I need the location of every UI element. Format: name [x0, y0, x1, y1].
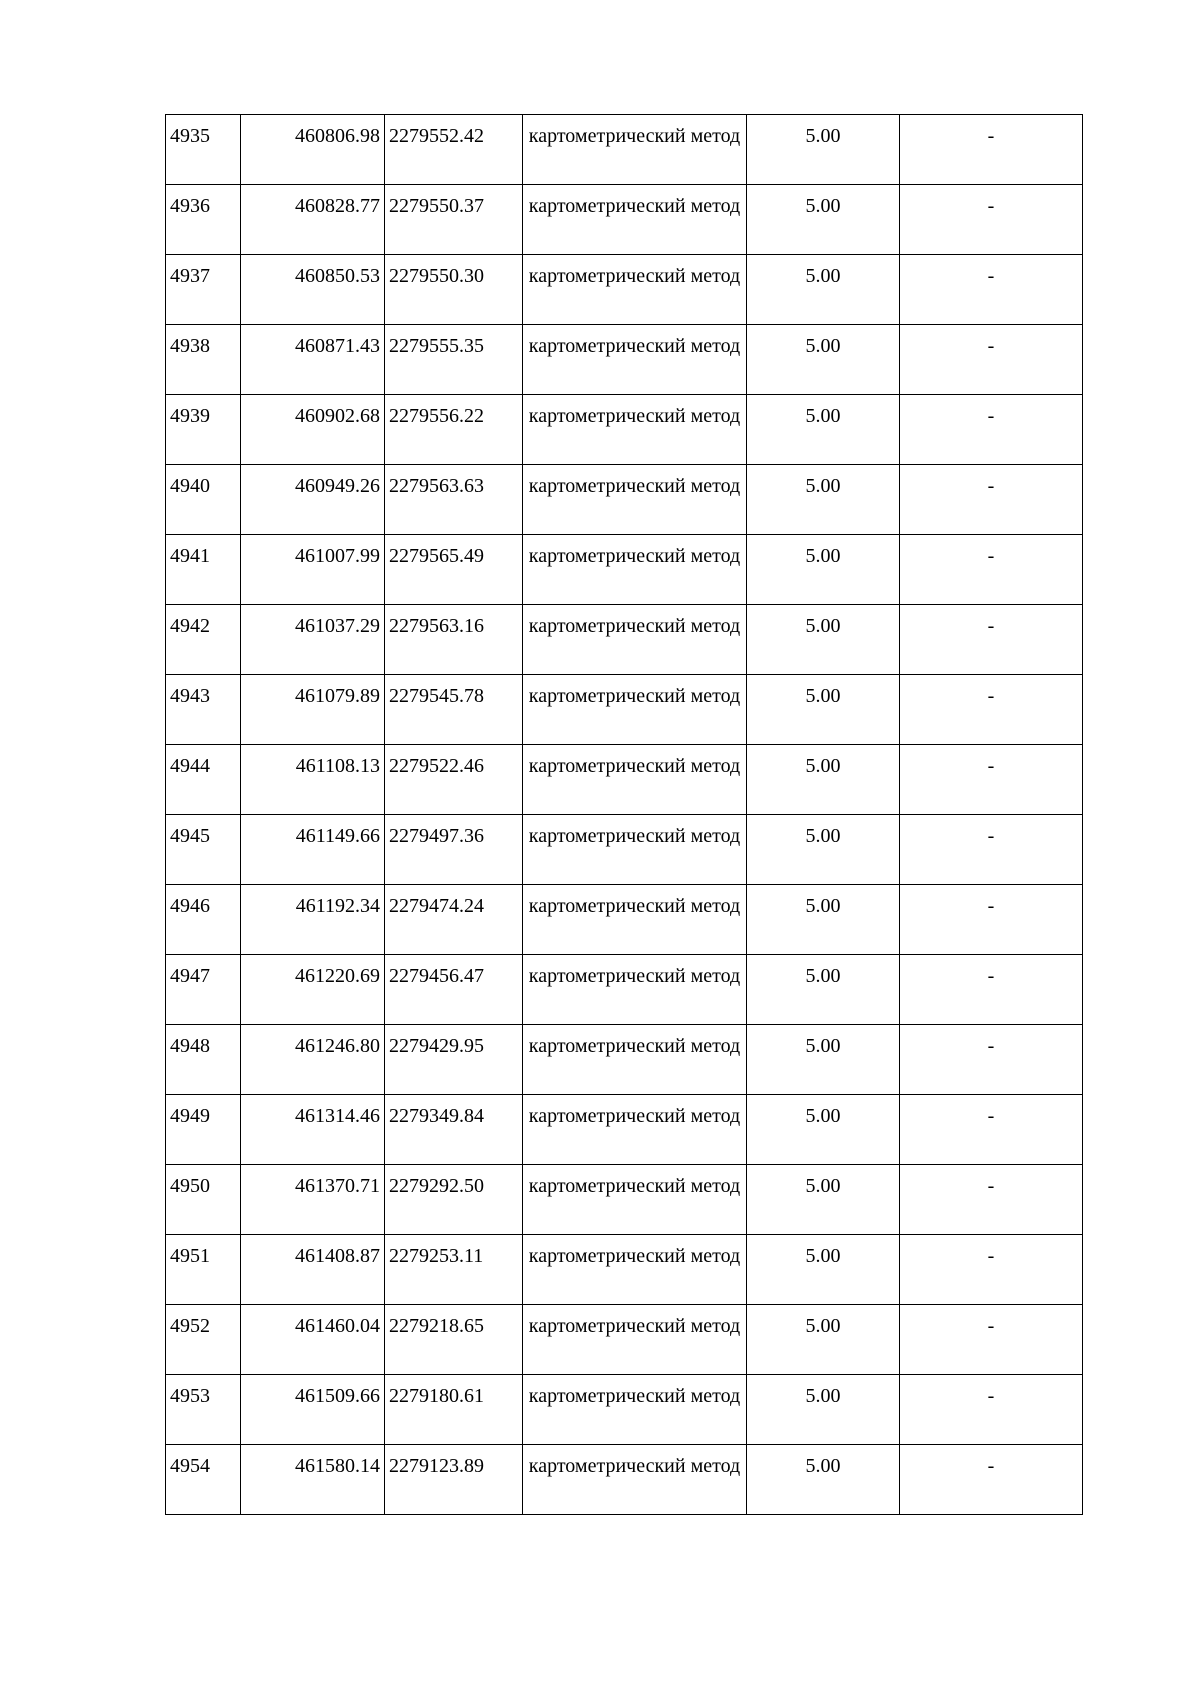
- method-cell: картометрический метод: [523, 1095, 747, 1165]
- point-number-cell: 4949: [166, 1095, 241, 1165]
- method-cell: картометрический метод: [523, 675, 747, 745]
- accuracy-cell: 5.00: [747, 325, 900, 395]
- note-cell: -: [900, 1445, 1083, 1515]
- table-row: [166, 115, 1083, 185]
- point-number-cell: 4944: [166, 745, 241, 815]
- x-coordinate-cell: 461149.66: [241, 815, 385, 885]
- accuracy-cell: 5.00: [747, 745, 900, 815]
- note-cell: -: [900, 185, 1083, 255]
- note-cell: -: [900, 115, 1083, 185]
- note-cell: -: [900, 815, 1083, 885]
- y-coordinate-cell: 2279550.37: [385, 185, 523, 255]
- point-number-cell: 4935: [166, 115, 241, 185]
- point-number-cell: 4945: [166, 815, 241, 885]
- note-cell: -: [900, 1375, 1083, 1445]
- y-coordinate-cell: 2279474.24: [385, 885, 523, 955]
- accuracy-cell: 5.00: [747, 1025, 900, 1095]
- y-coordinate-cell: 2279565.49: [385, 535, 523, 605]
- table-row: [166, 535, 1083, 605]
- accuracy-cell: 5.00: [747, 815, 900, 885]
- y-coordinate-cell: 2279552.42: [385, 115, 523, 185]
- table-row: [166, 1305, 1083, 1375]
- point-number-cell: 4940: [166, 465, 241, 535]
- x-coordinate-cell: 461192.34: [241, 885, 385, 955]
- note-cell: -: [900, 535, 1083, 605]
- x-coordinate-cell: 461408.87: [241, 1235, 385, 1305]
- y-coordinate-cell: 2279429.95: [385, 1025, 523, 1095]
- x-coordinate-cell: 460806.98: [241, 115, 385, 185]
- point-number-cell: 4936: [166, 185, 241, 255]
- method-cell: картометрический метод: [523, 255, 747, 325]
- y-coordinate-cell: 2279218.65: [385, 1305, 523, 1375]
- note-cell: -: [900, 1025, 1083, 1095]
- table-row: [166, 1165, 1083, 1235]
- method-cell: картометрический метод: [523, 395, 747, 465]
- table-row: [166, 745, 1083, 815]
- method-cell: картометрический метод: [523, 1445, 747, 1515]
- point-number-cell: 4952: [166, 1305, 241, 1375]
- point-number-cell: 4937: [166, 255, 241, 325]
- point-number-cell: 4947: [166, 955, 241, 1025]
- note-cell: -: [900, 1095, 1083, 1165]
- note-cell: -: [900, 885, 1083, 955]
- method-cell: картометрический метод: [523, 1165, 747, 1235]
- table-row: [166, 1375, 1083, 1445]
- x-coordinate-cell: 460850.53: [241, 255, 385, 325]
- x-coordinate-cell: 461220.69: [241, 955, 385, 1025]
- method-cell: картометрический метод: [523, 1235, 747, 1305]
- note-cell: -: [900, 1165, 1083, 1235]
- table-row: [166, 395, 1083, 465]
- note-cell: -: [900, 255, 1083, 325]
- x-coordinate-cell: 461108.13: [241, 745, 385, 815]
- y-coordinate-cell: 2279550.30: [385, 255, 523, 325]
- point-number-cell: 4939: [166, 395, 241, 465]
- accuracy-cell: 5.00: [747, 1235, 900, 1305]
- point-number-cell: 4942: [166, 605, 241, 675]
- table-row: [166, 255, 1083, 325]
- accuracy-cell: 5.00: [747, 1165, 900, 1235]
- table-row: [166, 1025, 1083, 1095]
- accuracy-cell: 5.00: [747, 955, 900, 1025]
- method-cell: картометрический метод: [523, 115, 747, 185]
- table-row: [166, 675, 1083, 745]
- accuracy-cell: 5.00: [747, 535, 900, 605]
- note-cell: -: [900, 395, 1083, 465]
- x-coordinate-cell: 461037.29: [241, 605, 385, 675]
- note-cell: -: [900, 1235, 1083, 1305]
- method-cell: картометрический метод: [523, 1375, 747, 1445]
- table-row: [166, 465, 1083, 535]
- point-number-cell: 4953: [166, 1375, 241, 1445]
- accuracy-cell: 5.00: [747, 675, 900, 745]
- note-cell: -: [900, 675, 1083, 745]
- y-coordinate-cell: 2279253.11: [385, 1235, 523, 1305]
- x-coordinate-cell: 460828.77: [241, 185, 385, 255]
- accuracy-cell: 5.00: [747, 185, 900, 255]
- x-coordinate-cell: 460902.68: [241, 395, 385, 465]
- accuracy-cell: 5.00: [747, 465, 900, 535]
- accuracy-cell: 5.00: [747, 395, 900, 465]
- method-cell: картометрический метод: [523, 745, 747, 815]
- y-coordinate-cell: 2279522.46: [385, 745, 523, 815]
- point-number-cell: 4950: [166, 1165, 241, 1235]
- point-number-cell: 4951: [166, 1235, 241, 1305]
- method-cell: картометрический метод: [523, 1305, 747, 1375]
- accuracy-cell: 5.00: [747, 885, 900, 955]
- method-cell: картометрический метод: [523, 465, 747, 535]
- y-coordinate-cell: 2279123.89: [385, 1445, 523, 1515]
- table-row: [166, 885, 1083, 955]
- note-cell: -: [900, 1305, 1083, 1375]
- method-cell: картометрический метод: [523, 815, 747, 885]
- method-cell: картометрический метод: [523, 885, 747, 955]
- table-row: [166, 955, 1083, 1025]
- x-coordinate-cell: 461460.04: [241, 1305, 385, 1375]
- x-coordinate-cell: 460949.26: [241, 465, 385, 535]
- method-cell: картометрический метод: [523, 325, 747, 395]
- y-coordinate-cell: 2279180.61: [385, 1375, 523, 1445]
- method-cell: картометрический метод: [523, 1025, 747, 1095]
- table-row: [166, 325, 1083, 395]
- table-row: [166, 1235, 1083, 1305]
- coordinates-table: [165, 114, 1083, 1515]
- accuracy-cell: 5.00: [747, 255, 900, 325]
- x-coordinate-cell: 461079.89: [241, 675, 385, 745]
- x-coordinate-cell: 460871.43: [241, 325, 385, 395]
- y-coordinate-cell: 2279349.84: [385, 1095, 523, 1165]
- table-row: [166, 185, 1083, 255]
- method-cell: картометрический метод: [523, 955, 747, 1025]
- y-coordinate-cell: 2279555.35: [385, 325, 523, 395]
- x-coordinate-cell: 461007.99: [241, 535, 385, 605]
- method-cell: картометрический метод: [523, 605, 747, 675]
- y-coordinate-cell: 2279563.63: [385, 465, 523, 535]
- note-cell: -: [900, 955, 1083, 1025]
- point-number-cell: 4938: [166, 325, 241, 395]
- method-cell: картометрический метод: [523, 535, 747, 605]
- table-row: [166, 1095, 1083, 1165]
- method-cell: картометрический метод: [523, 185, 747, 255]
- accuracy-cell: 5.00: [747, 1375, 900, 1445]
- table-row: [166, 815, 1083, 885]
- x-coordinate-cell: 461370.71: [241, 1165, 385, 1235]
- x-coordinate-cell: 461509.66: [241, 1375, 385, 1445]
- point-number-cell: 4946: [166, 885, 241, 955]
- y-coordinate-cell: 2279545.78: [385, 675, 523, 745]
- note-cell: -: [900, 325, 1083, 395]
- y-coordinate-cell: 2279563.16: [385, 605, 523, 675]
- x-coordinate-cell: 461246.80: [241, 1025, 385, 1095]
- accuracy-cell: 5.00: [747, 115, 900, 185]
- x-coordinate-cell: 461580.14: [241, 1445, 385, 1515]
- accuracy-cell: 5.00: [747, 1305, 900, 1375]
- y-coordinate-cell: 2279456.47: [385, 955, 523, 1025]
- point-number-cell: 4948: [166, 1025, 241, 1095]
- point-number-cell: 4941: [166, 535, 241, 605]
- y-coordinate-cell: 2279497.36: [385, 815, 523, 885]
- note-cell: -: [900, 605, 1083, 675]
- note-cell: -: [900, 745, 1083, 815]
- accuracy-cell: 5.00: [747, 605, 900, 675]
- x-coordinate-cell: 461314.46: [241, 1095, 385, 1165]
- accuracy-cell: 5.00: [747, 1445, 900, 1515]
- y-coordinate-cell: 2279292.50: [385, 1165, 523, 1235]
- table-row: [166, 605, 1083, 675]
- coordinates-table-body: [166, 115, 1083, 1515]
- accuracy-cell: 5.00: [747, 1095, 900, 1165]
- table-row: [166, 1445, 1083, 1515]
- point-number-cell: 4943: [166, 675, 241, 745]
- note-cell: -: [900, 465, 1083, 535]
- y-coordinate-cell: 2279556.22: [385, 395, 523, 465]
- point-number-cell: 4954: [166, 1445, 241, 1515]
